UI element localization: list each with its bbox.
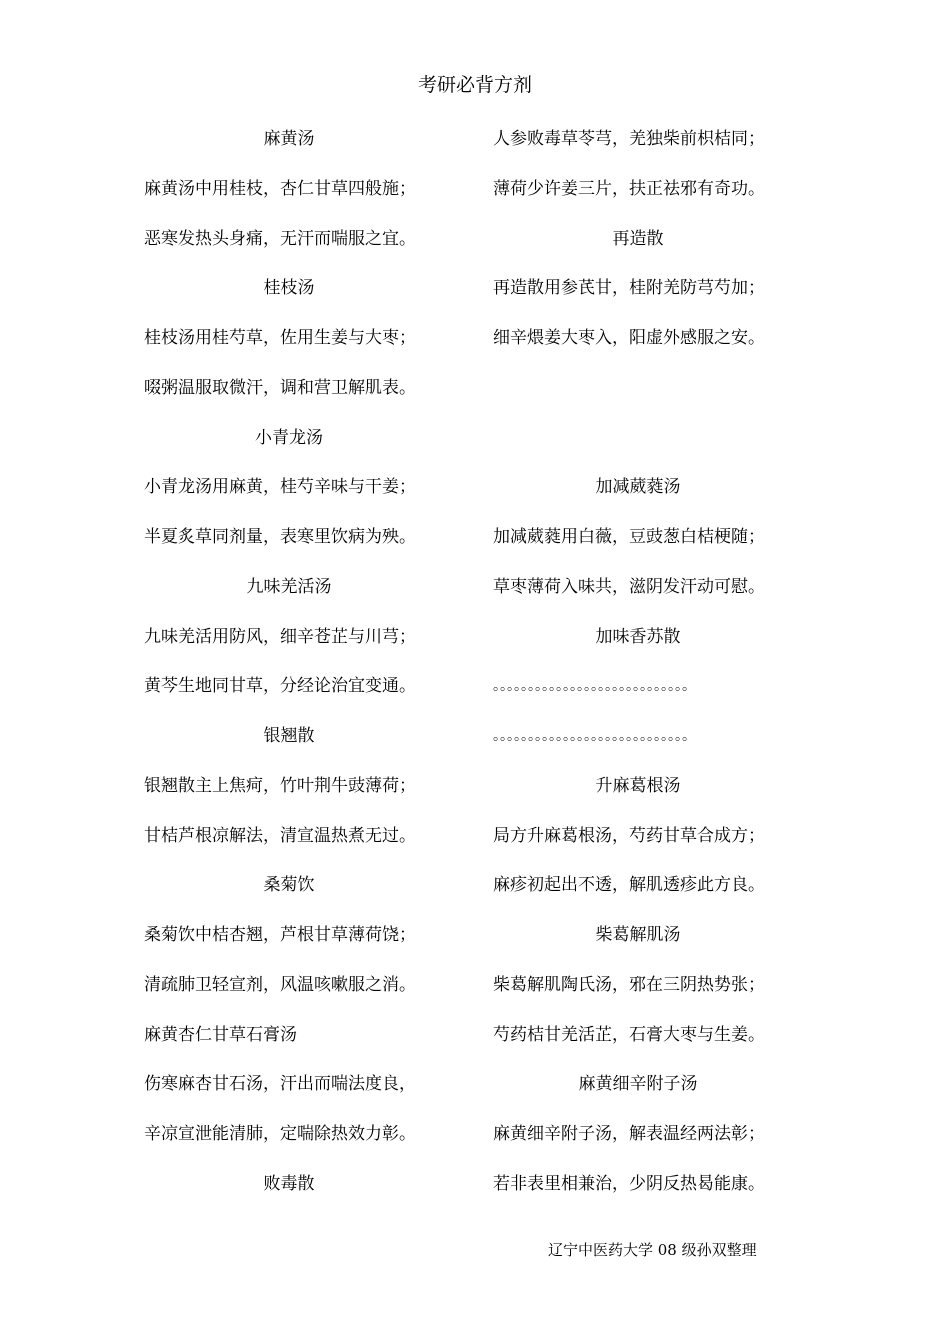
verse-line: 清疏肺卫轻宣剂，风温咳嗽服之消。 xyxy=(144,974,416,995)
verse-line: 局方升麻葛根汤，芍药甘草合成方； xyxy=(493,825,765,846)
formula-title: 银翘散 xyxy=(263,726,315,746)
blank-line xyxy=(493,423,813,473)
right-column xyxy=(493,124,813,1219)
page-title: 考研必背方剂 xyxy=(417,74,532,96)
verse-line: 恶寒发热头身痛，无汗而喘服之宜。 xyxy=(144,228,416,249)
verse-line: 麻黄细辛附子汤，解表温经两法彰； xyxy=(493,1124,765,1144)
verse-line: 辛凉宣泄能清肺，定喘除热效力彰。 xyxy=(144,1124,416,1144)
verse-line: 若非表里相兼治，少阴反热曷能康。 xyxy=(493,1173,765,1194)
formula-title: 升麻葛根汤 xyxy=(595,775,681,796)
formula-title: 败毒散 xyxy=(263,1173,315,1194)
verse-line: 麻疹初起出不透，解肌透疹此方良。 xyxy=(493,875,765,896)
verse-line: 九味羌活用防风，细辛苍芷与川芎； xyxy=(144,626,416,647)
verse-line: 人参败毒草苓芎，羌独柴前枳桔同； xyxy=(493,129,765,149)
placeholder-dots: 。。。。。。。。。。。。。。。。。。。。。。。。。。。。 xyxy=(493,678,696,695)
verse-line: 柴葛解肌陶氏汤，邪在三阴热势张； xyxy=(493,974,765,995)
formula-title: 桂枝汤 xyxy=(263,278,315,299)
left-column xyxy=(144,124,464,1219)
verse-line: 桂枝汤用桂芍草，佐用生姜与大枣； xyxy=(144,328,416,348)
formula-title: 麻黄细辛附子汤 xyxy=(578,1074,698,1095)
verse-line: 薄荷少许姜三片，扶正祛邪有奇功。 xyxy=(493,178,765,199)
formula-title: 加减葳蕤汤 xyxy=(595,477,681,498)
verse-line: 甘桔芦根凉解法，清宣温热煮无过。 xyxy=(144,825,416,846)
blank-line xyxy=(493,373,813,423)
verse-line: 加减葳蕤用白薇，豆豉葱白桔梗随； xyxy=(493,527,765,547)
formula-title: 桑菊饮 xyxy=(263,875,315,896)
formula-title: 麻黄汤 xyxy=(263,129,315,149)
verse-line: 伤寒麻杏甘石汤，汗出而喘法度良， xyxy=(144,1074,416,1095)
footer-credit: 辽宁中医药大学 08 级孙双整理 xyxy=(548,1241,757,1259)
placeholder-dots: 。。。。。。。。。。。。。。。。。。。。。。。。。。。。 xyxy=(493,728,696,744)
verse-line: 草枣薄荷入味共，滋阴发汗动可慰。 xyxy=(493,576,765,597)
verse-line: 啜粥温服取微汗，调和营卫解肌表。 xyxy=(144,377,416,398)
verse-line: 半夏炙草同剂量，表寒里饮病为殃。 xyxy=(144,527,416,547)
formula-title: 麻黄杏仁甘草石膏汤 xyxy=(144,1024,297,1045)
verse-line: 芍药桔甘羌活芷，石膏大枣与生姜。 xyxy=(493,1024,765,1045)
verse-line: 麻黄汤中用桂枝，杏仁甘草四般施； xyxy=(144,178,416,199)
formula-title: 再造散 xyxy=(612,228,664,249)
verse-line: 小青龙汤用麻黄，桂芍辛味与干姜； xyxy=(144,477,416,498)
verse-line: 银翘散主上焦疴，竹叶荆牛豉薄荷； xyxy=(144,775,416,796)
verse-line: 细辛煨姜大枣入，阳虚外感服之安。 xyxy=(493,328,765,348)
formula-title: 柴葛解肌汤 xyxy=(595,925,681,945)
formula-title: 加味香苏散 xyxy=(595,626,681,647)
verse-line: 桑菊饮中桔杏翘，芦根甘草薄荷饶； xyxy=(144,925,416,945)
verse-line: 再造散用参芪甘，桂附羌防芎芍加； xyxy=(493,278,765,299)
formula-title: 九味羌活汤 xyxy=(246,576,332,597)
formula-title: 小青龙汤 xyxy=(255,427,323,448)
verse-line: 黄芩生地同甘草，分经论治宜变通。 xyxy=(144,676,416,697)
